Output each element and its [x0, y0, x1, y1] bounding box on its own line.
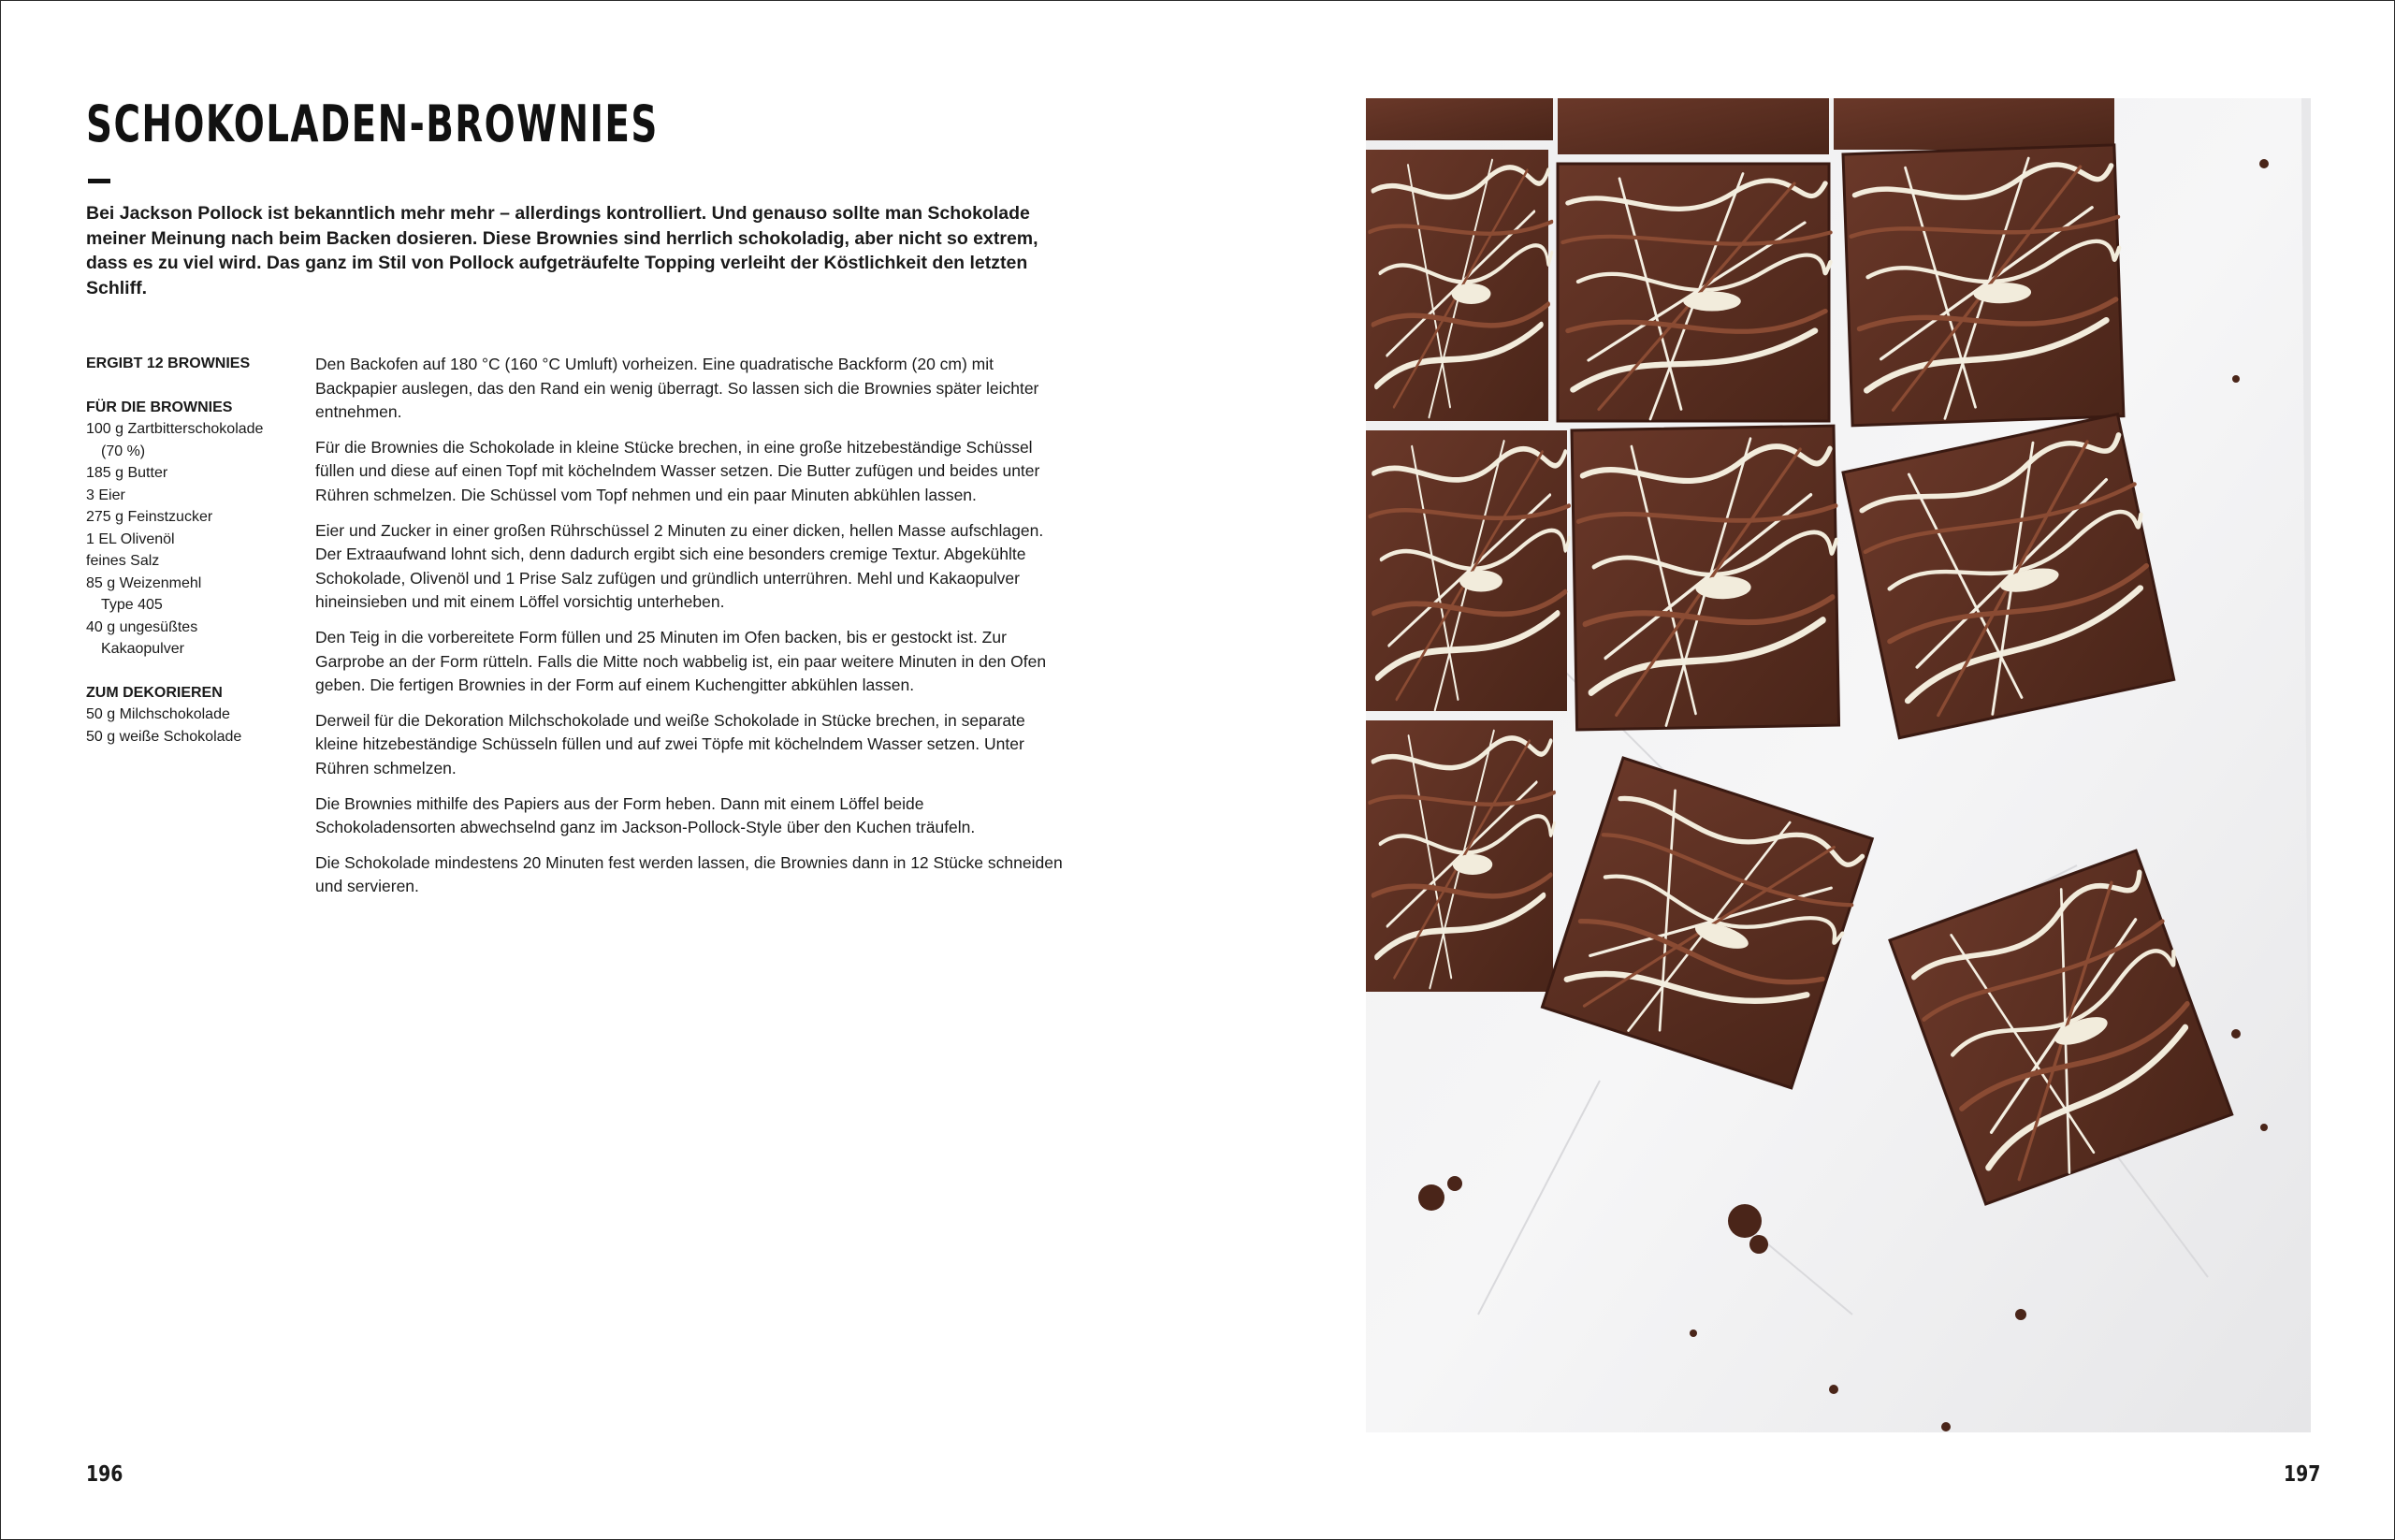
ingredients-list [86, 353, 301, 748]
ingredient-item: 40 g ungesüßtes Kakaopulver [86, 618, 198, 657]
page-number-right: 197 [2284, 1462, 2321, 1487]
method-step: Die Schokolade mindestens 20 Minuten fest werden lassen, die Brownies dann in 12 Stücke schneiden und servieren. [315, 852, 1063, 896]
ingredient-item: 85 g Weizenmehl Type 405 [86, 574, 202, 613]
method-step: Den Teig in die vorbereitete Form füllen und 25 Minuten im Ofen backen, bis er gestockt ist. Zur Garprobe an der Form rütteln. Falls die Mitte noch wabbelig ist, ein paar weitere Minuten in den Ofen geben. Die fertigen Brownies in der Form auf einem Kuchengitter abkühlen lassen. [315, 627, 1047, 695]
ingredient-item: 275 g Feinstzucker [86, 509, 213, 525]
method-step: Die Brownies mithilfe des Papiers aus der Form heben. Dann mit einem Löffel beide Schokoladensorten abwechselnd ganz im Jackson-Pollock-Style über den Kuchen träufeln. [315, 793, 976, 837]
ingredient-item: feines Salz [86, 553, 160, 569]
ingredient-item: 185 g Butter [86, 465, 168, 481]
method-step: Den Backofen auf 180 °C (160 °C Umluft) vorheizen. Eine quadratische Backform (20 cm) mit Backpapier auslegen, das den Rand ein wenig überragt. So lassen sich die Brownies später leichter entnehmen. [315, 355, 1039, 422]
ingredient-item: 1 EL Olivenöl [86, 530, 175, 547]
brownies-photo [1366, 98, 2311, 1432]
ingredient-item: 3 Eier [86, 487, 125, 503]
recipe-yield: ERGIBT 12 BROWNIES [86, 356, 251, 371]
title-rule [88, 179, 110, 183]
page-number-left: 196 [86, 1462, 123, 1487]
method-step: Derweil für die Dekoration Milchschokolade und weiße Schokolade in Stücke brechen, in separate kleine hitzebeständige Schüsseln füllen und auf zwei Töpfe mit köchelndem Wasser setzen. Unter Rühren schmelzen. [315, 710, 1025, 777]
method-step: Eier und Zucker in einer großen Rührschüssel 2 Minuten zu einer dicken, hellen Masse aufschlagen. Der Extraaufwand lohnt sich, denn dadurch ergibt sich eine besonders cremige Textur. Abgekühlte Schokolade, Olivenöl und 1 Prise Salz zufügen und gründlich unterrühren. Mehl und Kakaopulver hineinsieben und mit einem Löffel vorsichtig unterheben. [315, 520, 1044, 612]
recipe-title: SCHOKOLADEN-BROWNIES [86, 94, 659, 153]
method-steps [315, 353, 1064, 910]
ingredient-item: 50 g Milchschokolade [86, 706, 230, 722]
ingredient-group-title: FÜR DIE BROWNIES [86, 399, 233, 415]
ingredient-group-title: ZUM DEKORIEREN [86, 684, 223, 701]
ingredient-item: 100 g Zartbitterschokolade (70 %) [86, 421, 264, 459]
recipe-intro: Bei Jackson Pollock ist bekanntlich mehr mehr – allerdings kontrolliert. Und genauso sollte man Schokolade meiner Meinung nach beim Backen dosieren. Diese Brownies sind herrlich schokoladig, aber nicht so extrem, dass es zu viel wird. Das ganz im Stil von Pollock aufgeträufelte Topping verleiht der Köstlichkeit den letzten Schliff. [86, 203, 1038, 298]
method-step: Für die Brownies die Schokolade in kleine Stücke brechen, in eine große hitzebeständige Schüssel füllen und diese auf einen Topf mit köchelndem Wasser setzen. Die Butter zufügen und beides unter Rühren schmelzen. Die Schüssel vom Topf nehmen und ein paar Minuten abkühlen lassen. [315, 437, 1040, 504]
ingredient-item: 50 g weiße Schokolade [86, 728, 242, 745]
